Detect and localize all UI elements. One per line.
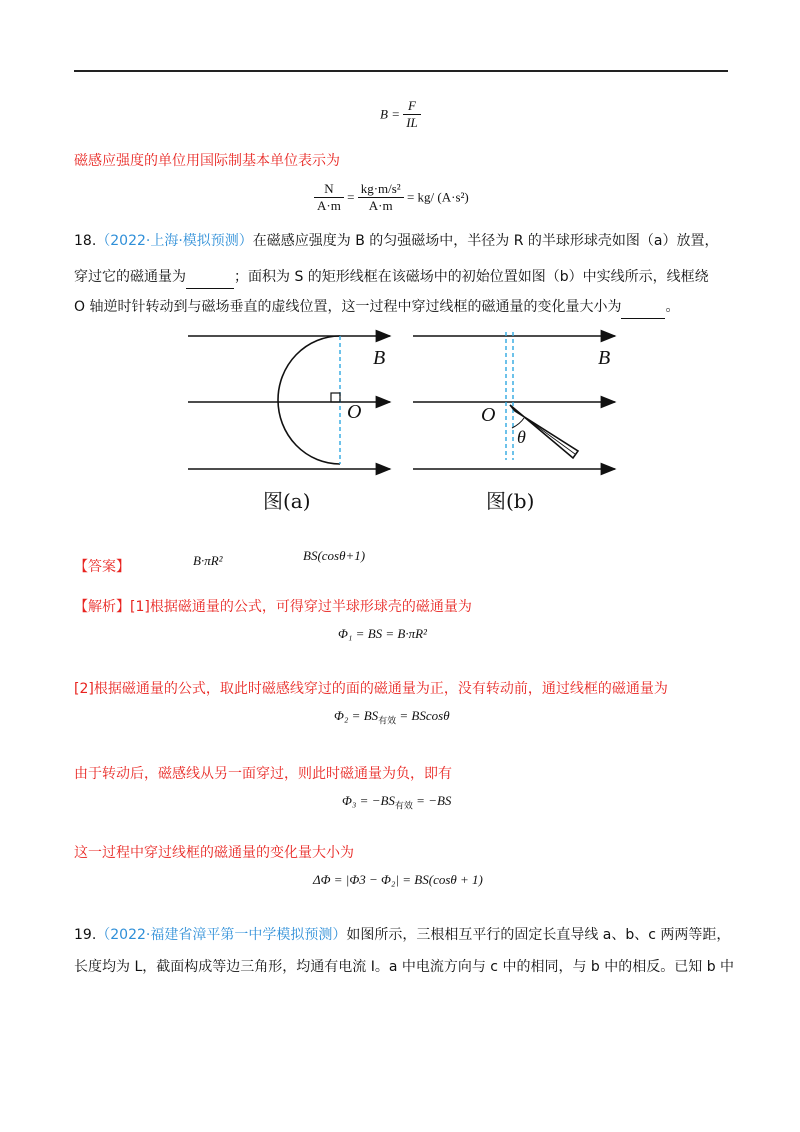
q18-line2: 穿过它的磁通量为 ；面积为 S 的矩形线框在该磁场中的初始位置如图（b）中实线所示，线框绕 [74,266,709,289]
fig-b-caption: 图(b) [486,489,535,513]
unit-note: 磁感应强度的单位用国际制基本单位表示为 [74,153,340,169]
analysis-f1: Φ₁ = BS = B·πR² [338,626,427,641]
answer-2: BS(cosθ+1) [303,548,366,563]
q18-source: （2022·上海·模拟预测） [96,233,253,249]
formula-b: B = $\frac{F}{IL}$ [380,98,421,131]
fig-a-B-label: B [373,347,386,369]
q19-line2: 长度均为 L，截面构成等边三角形，均通有电流 I。a 中电流方向与 c 中的相同，与 b 中的相反。已知 b 中 [74,959,735,975]
analysis-p1: 【解析】[1]根据磁通量的公式，可得穿过半球形球壳的磁通量为 [74,599,472,615]
analysis-p3: 由于转动后，磁感线从另一面穿过，则此时磁通量为负，即有 [74,766,452,782]
fig-b-theta-label: θ [517,427,526,447]
right-angle-mark [331,393,340,402]
q19-line1: 19.（2022·福建省漳平第一中学模拟预测）如图所示，三根相互平行的固定长直导线 a、b、c 两两等距， [74,927,731,943]
fig-b-B-label: B [598,347,611,369]
fig-a-O-label: O [347,401,362,423]
analysis-f3: $\Phi_3 = -BS_{有效} = -BS$ [342,793,452,811]
fig-a-caption: 图(a) [263,489,311,513]
q19-source: （2022·福建省漳平第一中学模拟预测） [96,927,347,943]
analysis-f2: $\Phi_2 = BS_{有效} = BScos\theta$ [334,708,450,726]
analysis-p4: 这一过程中穿过线框的磁通量的变化量大小为 [74,845,354,861]
analysis-p2: [2]根据磁通量的公式，取此时磁感线穿过的面的磁通量为正，没有转动前，通过线框的磁通量为 [74,681,668,697]
q18-line3: O 轴逆时针转动到与磁场垂直的虚线位置，这一过程中穿过线框的磁通量的变化量大小为 。 [74,296,679,319]
answer-1: B·πR² [193,553,223,568]
figure-diagram [0,0,800,540]
answer-label: 【答案】 [74,559,130,575]
fig-b-O-label: O [481,404,496,426]
analysis-f4: ΔΦ = |Φ3 − Φ₂| = BS(cosθ + 1) [313,872,483,887]
q18-line1: 18.（2022·上海·模拟预测）在磁感应强度为 B 的匀强磁场中，半径为 R 的半球形球壳如图（a）放置， [74,233,719,249]
unit-formula: $\frac{N}{A\cdot m}$ = $\frac{\text{kg·m/s²}}{A\cdot m}$ = kg/ (A·s²) [314,181,469,214]
